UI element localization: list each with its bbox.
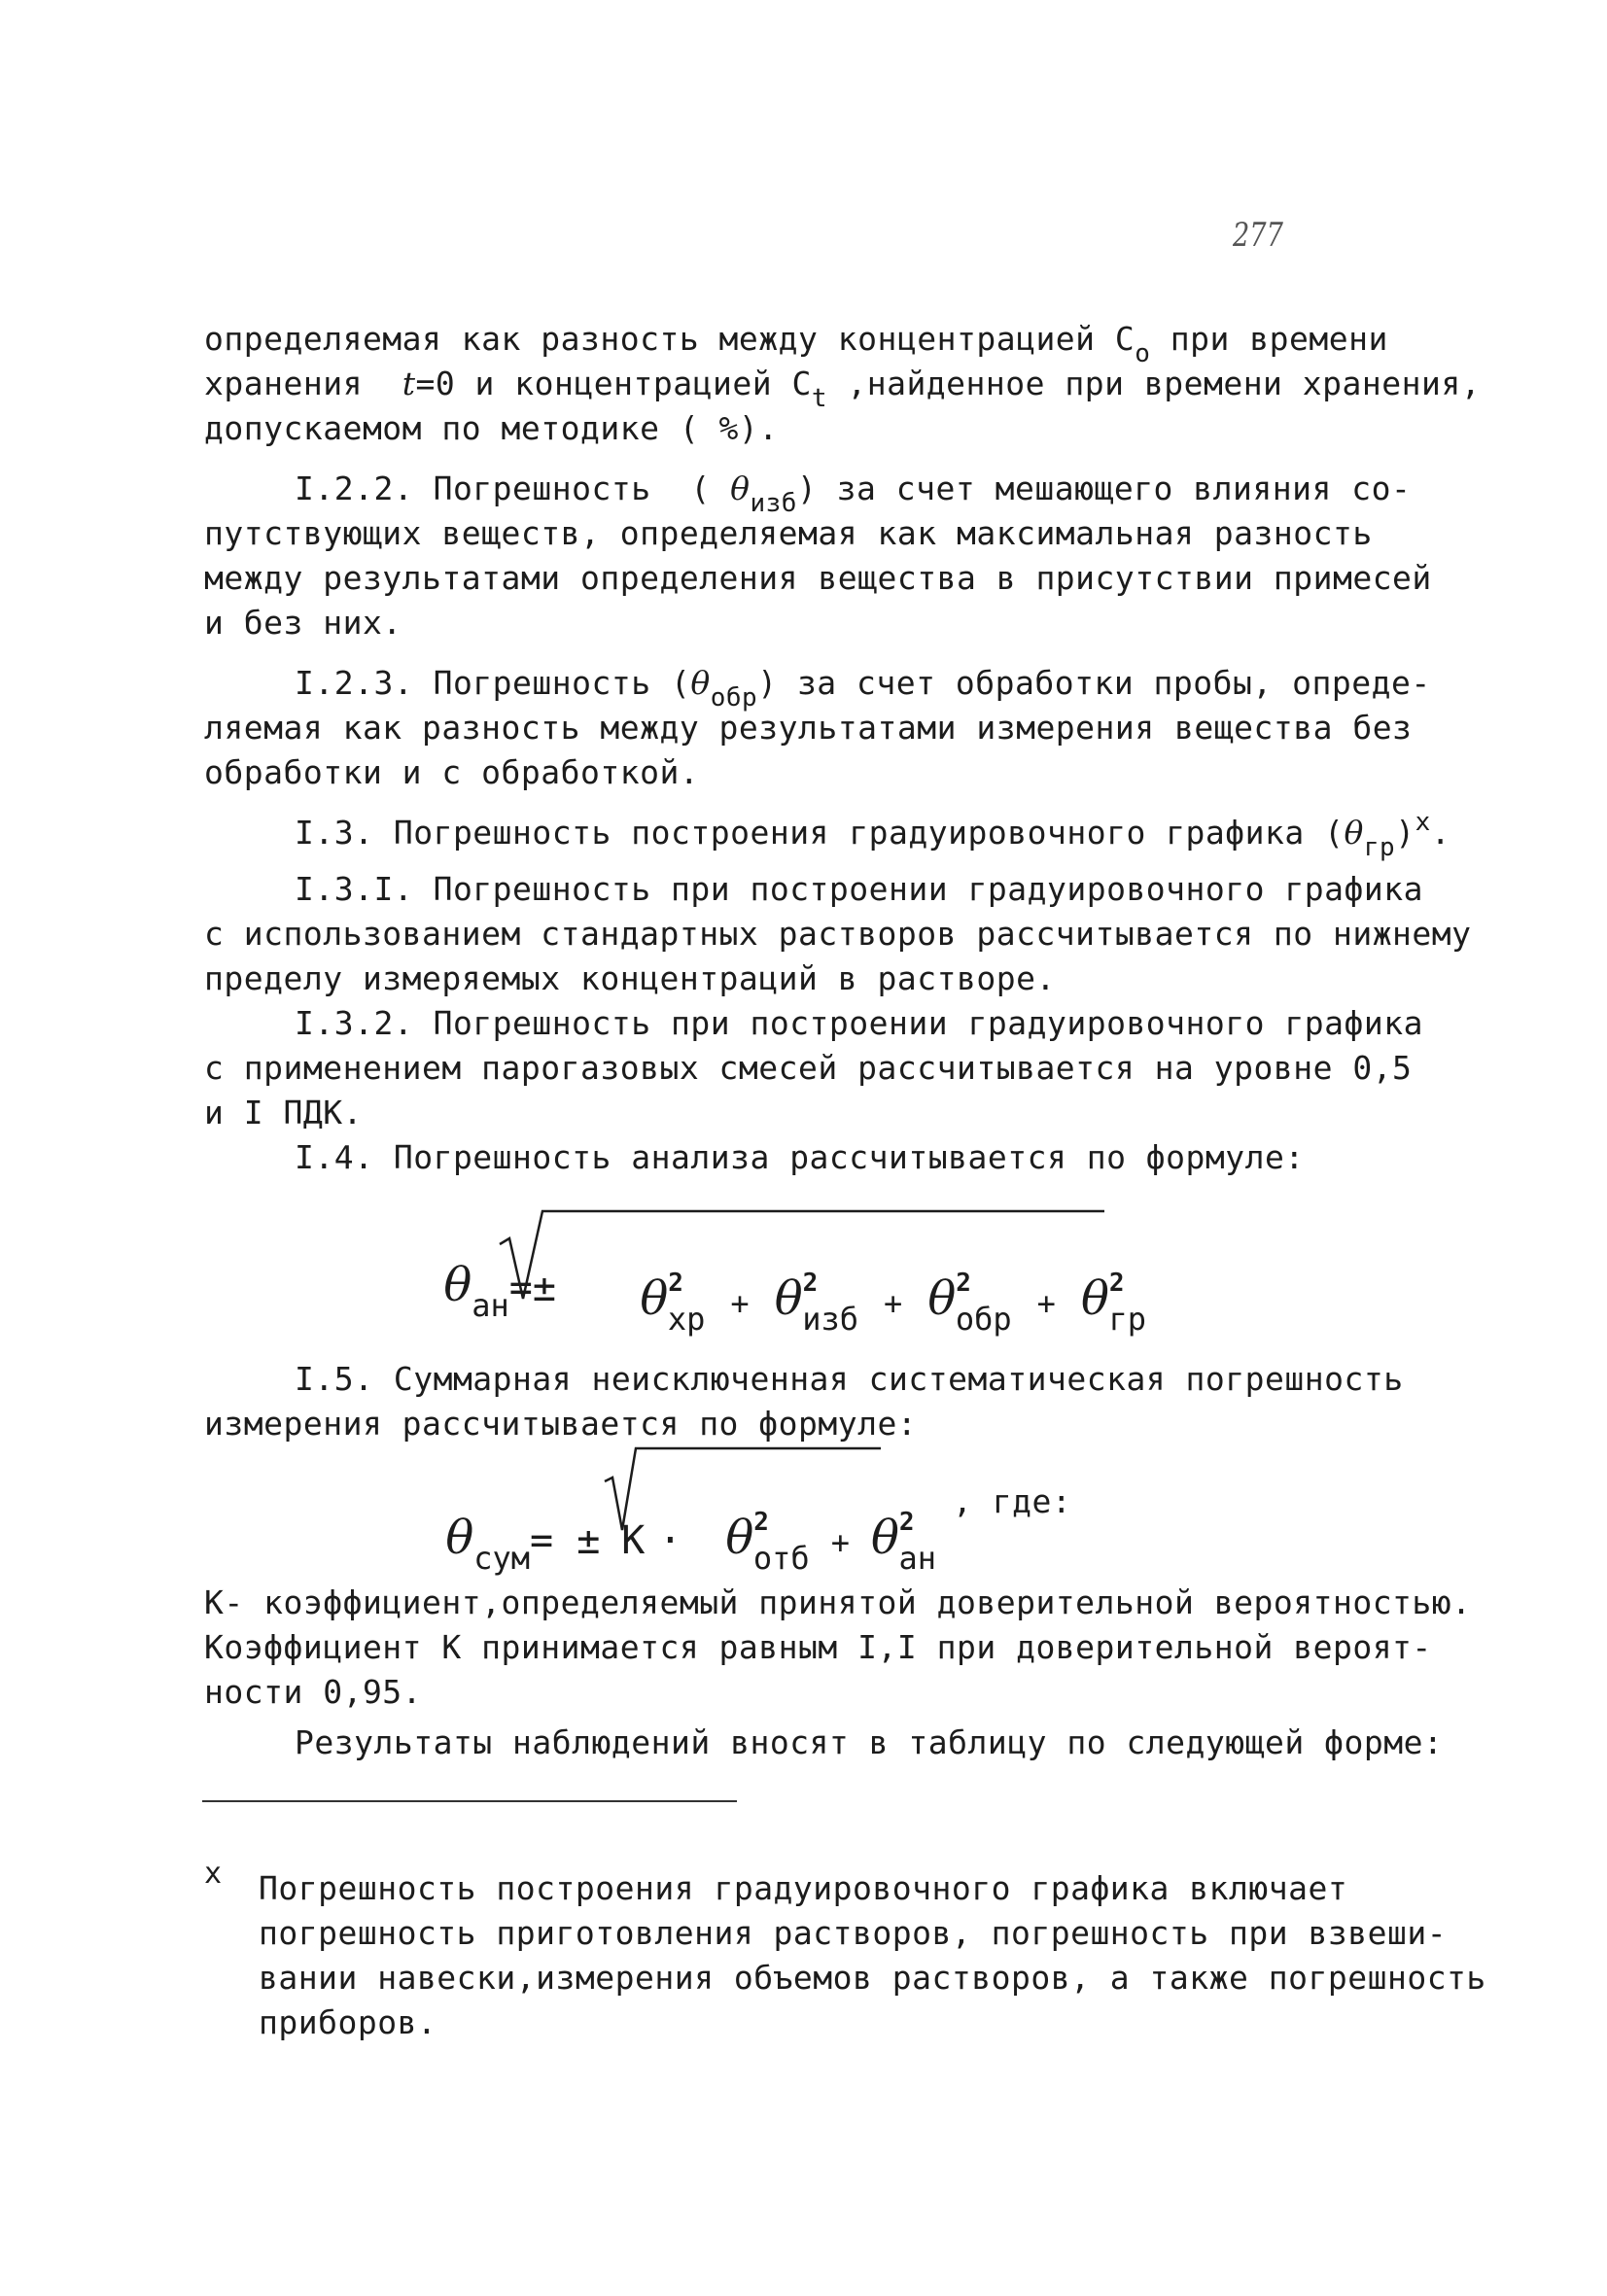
coefficient-k: К	[621, 1518, 646, 1563]
equals-plusminus: = ±	[530, 1518, 601, 1563]
subscript: изб	[750, 489, 797, 518]
theta-symbol: θ	[730, 470, 751, 507]
plus-sign: +	[830, 1524, 850, 1561]
text-line: пределу измеряемых концентраций в растворе.	[204, 959, 1056, 997]
subscript: t	[811, 384, 827, 413]
text-span: I.3. Погрешность построения градуировочного графика (	[295, 814, 1345, 852]
subscript: гр	[1363, 833, 1396, 862]
superscript: 2	[802, 1269, 819, 1298]
page-number: 277	[1233, 216, 1283, 255]
text-line: с применением парогазовых смесей рассчитывается на уровне 0,5	[204, 1049, 1413, 1087]
text-line: К- коэффициент,определяемый принятой доверительной вероятностью.	[204, 1583, 1472, 1621]
text-span: )	[1395, 814, 1415, 852]
text-line: измерения рассчитывается по формуле:	[204, 1405, 918, 1443]
text-line: I.4. Погрешность анализа рассчитывается по формуле:	[295, 1138, 1305, 1176]
formula-radicand	[546, 1227, 1146, 1371]
subscript: обр	[710, 683, 758, 713]
theta-symbol: θ	[1344, 814, 1364, 852]
superscript: 2	[898, 1508, 915, 1537]
theta-symbol: θ	[443, 1258, 472, 1312]
superscript: 2	[956, 1269, 971, 1298]
text-line: Результаты наблюдений вносят в таблицу по следующей форме:	[295, 1723, 1444, 1761]
equals-plusminus: =±	[508, 1266, 556, 1310]
text-span: ,найденное при времени хранения,	[826, 365, 1482, 402]
text-span: .	[1430, 814, 1451, 852]
text-line: I.5. Суммарная неисключенная систематическая погрешность	[295, 1360, 1404, 1398]
text-span: при времени	[1150, 320, 1388, 358]
subscript: гр	[1108, 1301, 1147, 1338]
theta-symbol: θ	[1080, 1271, 1109, 1326]
text-line: с использованием стандартных растворов рассчитывается по нижнему	[204, 915, 1472, 953]
text-line	[204, 317, 1388, 368]
text-line: между результатами определения вещества в присутствии примесей	[204, 559, 1432, 597]
theta-symbol: θ	[927, 1271, 957, 1326]
text-span: =0 и концентрацией С	[415, 365, 812, 402]
text-line	[295, 467, 1412, 518]
text-span: хранения	[204, 365, 402, 402]
text-span: ) за счет обработки пробы, опреде-	[757, 664, 1431, 702]
theta-symbol: θ	[445, 1511, 474, 1565]
text-span: определяемая как разность между концентрацией С	[204, 320, 1135, 358]
text-line	[295, 808, 1451, 862]
subscript: изб	[802, 1301, 859, 1338]
text-span: I.2.2. Погрешность (	[295, 470, 731, 507]
subscript: обр	[955, 1301, 1012, 1338]
superscript: 2	[668, 1269, 683, 1298]
multiply-dot: ·	[658, 1518, 682, 1563]
footnote-ref: х	[1415, 808, 1431, 837]
theta-symbol: θ	[725, 1511, 754, 1565]
text-line: ности 0,95.	[204, 1673, 423, 1711]
text-line	[295, 661, 1431, 713]
footnote-line: приборов.	[259, 2003, 437, 2041]
plus-sign: +	[730, 1285, 750, 1322]
theta-symbol: θ	[870, 1511, 899, 1565]
superscript: 2	[753, 1508, 769, 1537]
superscript: 2	[1108, 1269, 1125, 1298]
theta-symbol: θ	[690, 664, 711, 702]
text-line: Коэффициент К принимается равным I,I при доверительной вероят-	[204, 1628, 1432, 1666]
text-span: I.2.3. Погрешность (	[295, 664, 691, 702]
text-line: допускаемом по методике ( %).	[204, 409, 779, 447]
text-line: I.3.2. Погрешность при построении градуировочного графика	[295, 1004, 1423, 1042]
text-line	[204, 362, 1482, 413]
text-line: , где:	[953, 1482, 1072, 1520]
subscript: хр	[667, 1301, 706, 1338]
theta-symbol: θ	[774, 1271, 803, 1326]
text-line: I.3.I. Погрешность при построении градуировочного графика	[295, 870, 1423, 908]
text-line: обработки и с обработкой.	[204, 753, 700, 791]
text-span: ) за счет мешающего влияния со-	[796, 470, 1412, 507]
text-line: и I ПДК.	[204, 1094, 363, 1131]
subscript: о	[1135, 339, 1151, 368]
variable-t: t	[402, 365, 416, 402]
subscript: ан	[898, 1540, 937, 1577]
theta-symbol: θ	[640, 1271, 669, 1326]
subscript: отб	[752, 1540, 810, 1577]
footnote-mark: х	[204, 1857, 223, 1891]
text-line: путствующих веществ, определяемая как максимальная разность	[204, 514, 1373, 552]
subscript: сум	[473, 1540, 531, 1577]
text-line: ляемая как разность между результатами измерения вещества без	[204, 709, 1413, 747]
plus-sign: +	[884, 1285, 903, 1322]
footnote-line: Погрешность построения градуировочного графика включает	[259, 1869, 1348, 1907]
plus-sign: +	[1036, 1285, 1056, 1322]
footnote-line: вании навески,измерения объемов растворов, а также погрешность	[259, 1959, 1486, 1997]
footnote-separator	[202, 1800, 737, 1802]
text-line: и без них.	[204, 604, 402, 642]
subscript: ан	[472, 1287, 509, 1324]
footnote-line: погрешность приготовления растворов, погрешность при взвеши-	[259, 1914, 1448, 1952]
